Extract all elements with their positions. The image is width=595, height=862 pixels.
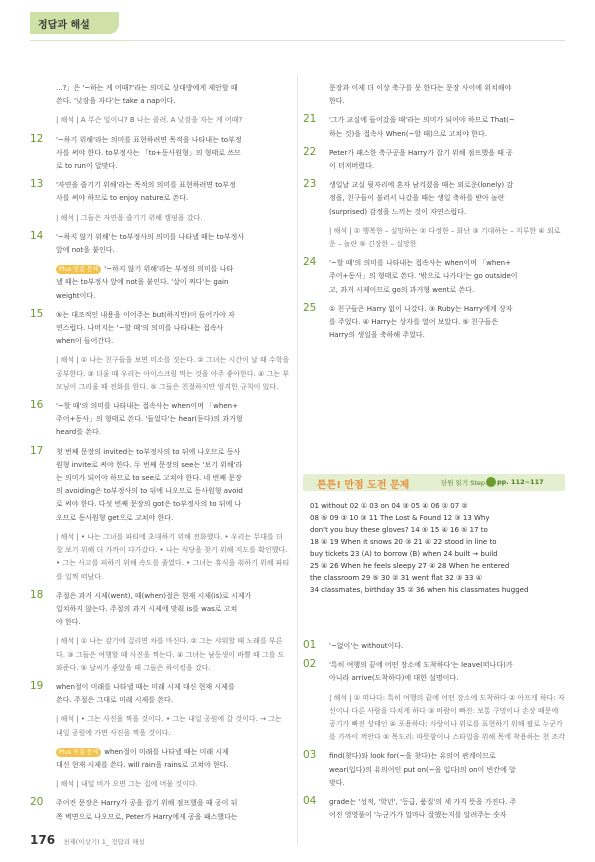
header-title: 정답과 해설: [38, 20, 90, 31]
text-line: when절이 미래를 나타낼 때는 미래 시제: [104, 747, 229, 756]
challenge-section-header: [303, 474, 565, 491]
translation-block: [30, 713, 290, 739]
answer-line: 08 ⑤ 09 ③ 10 ③ 11 The Lost & Found 12 ③ 13 Why: [310, 514, 490, 522]
text-line: '~하지 않기 위해'라는 부정의 의미를 나타: [104, 265, 234, 274]
text-line: '~하지 않기 위해'는 to부정사의 의미를 나타낼 때는 to부정사: [56, 232, 245, 241]
item-number: 02: [303, 658, 317, 671]
translation-block: [30, 212, 290, 225]
text-line: grade는 '성적, '학년', '등급, 품질'의 세 가지 뜻을 가진다. 주: [329, 798, 517, 807]
explanation-item: [303, 303, 565, 343]
text-line: find(찾다)와 look for(~을 찾다)는 유의어 관계이므로: [329, 752, 496, 761]
text-line: weight이다.: [56, 291, 96, 300]
text-line: 맞다.: [329, 778, 345, 787]
header-divider: [30, 40, 565, 41]
text-line: 주어+동사」의 형태로 쓴다. '들었다'는 hear(듣다)의 과거형: [56, 415, 243, 424]
item-number: 24: [303, 256, 317, 269]
text-line: '그가 교실에 들어갔을 때'라는 의미가 되어야 하므로 That(~: [329, 116, 515, 125]
explanation-item: [303, 257, 565, 297]
translation-block: [303, 225, 565, 251]
item-number: 16: [30, 399, 44, 412]
answer-line: 34 classmates, birthday 35 ② 36 when his classmates hugged: [310, 586, 529, 594]
translation-block: [30, 114, 290, 127]
text-line: '~없이'는 without이다.: [329, 642, 404, 650]
answer-line: 25 ④ 26 When he feels sleepy 27 ④ 28 When he entered: [310, 562, 510, 570]
text-line: 이 터져버렸다.: [329, 162, 375, 171]
text-line: 사를 써야 한다. to부정사는 「to+동사원형」의 형태로 쓰므: [56, 148, 241, 157]
item-number: 15: [30, 307, 44, 320]
item-number: 13: [30, 178, 44, 191]
section-header-tab: [30, 12, 119, 34]
text-line: 고, 과거 시제이므로 go의 과거형 went로 쓴다.: [329, 285, 475, 294]
column-divider: [297, 75, 298, 845]
translation-text: | 해석 | 내일 비가 오면 그는 집에 머물 것이다.: [56, 780, 198, 789]
text-line: 정을, 친구들이 불러서 나갔을 때는 생일 축하를 받아 놀란: [329, 194, 505, 203]
text-line: ⑤는 대조적인 내용을 이어주는 but(하지만)이 들어가야 자: [56, 310, 235, 319]
text-line: 아니라 arrive(도착하다)에 대한 설명이다.: [329, 674, 459, 683]
item-number: 19: [30, 679, 44, 692]
text-line: 생일날 교실 뒷자리에 혼자 남겨졌을 때는 외로운(lonely) 감: [329, 181, 514, 190]
text-line: wear(입다)의 유의어인 put on(~을 입다)의 on이 빈칸에 알: [329, 765, 516, 774]
text-line: 야 한다.: [56, 618, 81, 627]
answer-line: buy tickets 23 (A) to borrow (B) when 24 built → build: [310, 550, 498, 558]
translation-text: | 해석 | ① 떠나다: 특히 여행의 끝에 어떤 장소에 도착하다 ② 아프게 하다: 자신이나 다른 사람을 다치게 하다 ③ 바람이 빠진: 보통 구멍이나 손상 때문에 공기가 빠진 상태인 ④ 포용하다: 사랑이나 위로를 표현하기 위해 팔로 누군가를 가까이 껴안다 ⑤ 목도리: 따뜻함이나 스타일을 위해 목에 착용하는 천 조각: [329, 693, 565, 742]
text-line: 를 주었다. ④ Harry는 상자를 열어 보았다. ⑤ 친구들은: [329, 318, 499, 327]
text-line: '~하기 위해'라는 의미를 표현하려면 목적을 나타내는 to부정: [56, 135, 242, 144]
right-column: [303, 82, 565, 348]
translation-text: | 해석 | ① 나는 친구들을 보면 미소를 짓는다. ② 그녀는 시간이 날 때 수학을 공부한다. ③ 더울 때 우리는 아이스크림 먹는 것을 아주 좋아한다. ④ 그는 부모님이 그리울 때 전화를 한다. ⑤ 그들은 친절하지만 엄격한 규칙이 있다.: [56, 356, 290, 391]
text-line: when이 들어간다.: [56, 337, 114, 346]
item-number: 22: [303, 145, 317, 158]
explanation-text: [303, 82, 565, 108]
explanation-item: [30, 309, 290, 349]
translation-block: [30, 531, 290, 584]
item-number: 20: [30, 796, 44, 809]
text-line: 주어+동사」의 형태로 쓴다. '밖으로 나가다'는 go outside이: [329, 272, 518, 281]
explanation-item: [303, 750, 565, 790]
plus-badge: Plus 연결 문제: [56, 265, 101, 274]
answer-line: the classroom 29 ⑤ 30 ② 31 went flat 32 ③ 33 ④: [310, 574, 482, 582]
item-number: 18: [30, 588, 44, 601]
explanation-item: [30, 231, 290, 257]
text-line: '특히 여행의 끝에 어떤 장소에 도착하다'는 leave(떠나다)가: [329, 661, 513, 670]
item-number: 04: [303, 795, 317, 808]
section-title: 튼튼! 만점 도전 문제: [317, 480, 410, 491]
answer-line: don't you buy these gloves? 14 ⑤ 15 ④ 16 ⑤ 17 to: [310, 526, 488, 534]
section-pages: pp. 112~117: [497, 478, 544, 486]
explanation-text: [30, 263, 290, 303]
explanation-item: [303, 114, 565, 140]
explanation-item: [303, 796, 565, 822]
explanation-item: [30, 134, 290, 174]
text-line: 문장과 이제 더 이상 축구를 못 한다는 문장 사이에 위치해야: [329, 84, 512, 92]
translation-text: | 해석 | 그들은 자연을 즐기기 위해 캠핑을 갔다.: [56, 213, 203, 222]
explanation-item: [30, 446, 290, 525]
text-line: 대신 현재 시제를 쓴다. will rain을 rains로 고쳐야 한다.: [56, 760, 229, 769]
explanation-item: [30, 797, 290, 823]
text-line: 는 의미가 되어야 하므로 to see로 고쳐야 한다. 네 번째 문장: [56, 474, 242, 483]
text-line: 쓴다. 주절은 그대로 미래 시제를 쓴다.: [56, 696, 174, 705]
book-title: 천재(이상기) 1_ 정답과 해설: [63, 838, 145, 846]
section-unit: 단원 읽기 Step: [441, 479, 486, 487]
text-line: Peter가 패스한 축구공을 Harry가 잡기 위해 점프했을 때 공: [329, 148, 513, 157]
explanation-item: [30, 590, 290, 630]
item-number: 12: [30, 132, 44, 145]
item-number: 01: [303, 639, 317, 651]
translation-text: | 해석 | A 무슨 일이니? B 나는 졸려. A 낮잠을 자는 게 어때?: [56, 116, 243, 125]
item-number: 17: [30, 444, 44, 457]
explanation-item: [30, 681, 290, 707]
item-number: 25: [303, 301, 317, 314]
text-line: 쓴다. '낮잠을 자다'는 take a nap이다.: [56, 97, 176, 106]
text-line: 앞에 not을 붙인다.: [56, 246, 115, 255]
right-column-lower: [303, 640, 565, 828]
text-line: '자연을 즐기기 위해'라는 목적의 의미를 표현하려면 to부정: [56, 181, 236, 190]
text-line: Harry의 생일을 축하해 주었다.: [329, 331, 425, 340]
answer-line: 18 ④ 19 When it snows 20 ③ 21 ④ 22 stood in line to: [310, 538, 497, 546]
text-line: 사를 써야 하므로 to enjoy nature로 쓴다.: [56, 194, 189, 203]
text-line: 의 avoiding은 to부정사의 to 뒤에 나오므로 동사원형 avoid: [56, 487, 243, 496]
text-line: 한다.: [329, 97, 345, 106]
translation-block: [30, 635, 290, 675]
explanation-item: [30, 400, 290, 440]
plus-badge: Plus 연결 문제: [56, 748, 101, 757]
text-line: '~할 때'의 의미를 나타내는 접속사는 when이며 「when+: [56, 402, 238, 411]
text-line: 낼 때는 to부정사 앞에 not을 붙인다. '살이 찌다'는 gain: [56, 278, 229, 287]
text-line: 주어진 문장은 Harry가 공을 잡기 위해 점프했을 때 공이 뒤: [56, 799, 238, 808]
explanation-item: [303, 179, 565, 219]
text-line: 원형 invite로 써야 한다. 두 번째 문장의 see는 '보기 위해'라: [56, 460, 243, 469]
item-number: 21: [303, 113, 317, 126]
item-number: 14: [30, 229, 44, 242]
explanation-text: [30, 82, 290, 108]
text-line: 첫 번째 문장의 invited는 to부정사의 to 뒤에 나오므로 동사: [56, 447, 241, 456]
text-line: '~할 때'의 의미를 나타내는 접속사는 when이며 「when+: [329, 259, 511, 268]
page-footer: [30, 833, 145, 847]
text-line: 쪽 벽면으로 나오므로, Peter가 Harry에게 공을 패스했다는: [56, 812, 238, 821]
translation-text: | 해석 | ① 행복한 – 실망하는 ② 다정한 – 화난 ③ 기대하는 – 지루한 ④ 외로운 – 놀란 ⑤ 긴장한 – 실망한: [329, 226, 561, 249]
answer-line: 01 without 02 ① 03 on 04 ③ 05 ④ 06 ② 07 ②: [310, 502, 468, 510]
translation-block: [30, 778, 290, 791]
text-line: 로 to run이 알맞다.: [56, 162, 118, 171]
answer-key: [310, 500, 565, 596]
translation-block: [30, 354, 290, 394]
text-line: 주절은 과거 시제(went), 때(when)절은 현재 시제(is)로 시제가: [56, 591, 252, 600]
text-line: 일치하지 않는다. 주절의 과거 시제에 맞춰 is를 was로 고쳐: [56, 604, 238, 613]
item-number: 03: [303, 749, 317, 762]
explanation-item: [30, 179, 290, 205]
text-line: when절이 미래를 나타낼 때는 미래 시제 대신 현재 시제를: [56, 682, 235, 691]
item-number: 23: [303, 178, 317, 191]
text-line: ...?」은 '~하는 게 어때?'라는 의미로 상대방에게 제안할 때: [56, 84, 238, 92]
explanation-item: [303, 640, 565, 653]
text-line: 어진 영영풀이 '누군가가 얼마나 잘했는지를 알려주는 숫자: [329, 811, 507, 820]
explanation-item: [303, 147, 565, 173]
left-column: [30, 82, 290, 830]
text-line: 하는 것)을 접속사 When(~할 때)으로 고쳐야 한다.: [329, 129, 487, 138]
text-line: (surprised) 감정을 느끼는 것이 자연스럽다.: [329, 207, 467, 216]
text-line: heard를 쓴다.: [56, 428, 101, 437]
text-line: 오므로 동사원형 get으로 고쳐야 한다.: [56, 513, 174, 522]
translation-text: | 해석 | • 나는 그녀를 파티에 초대하기 위해 전화했다. • 우리는 무대를 더 잘 보기 위해 더 가까이 다가갔다. • 나는 식당을 찾기 위해 지도를 확인했다. • 그는 사고를 피하기 위해 속도를 줄였다. • 그녀는 휴식을 취하기 위해 파티를 일찍 떠났다.: [56, 532, 290, 581]
text-line: ① 친구들은 Harry 없이 나갔다. ③ Ruby는 Harry에게 상자: [329, 304, 513, 313]
page-number: 176: [30, 833, 56, 847]
translation-text: | 해석 | • 그는 사진을 찍을 것이다. • 그는 내일 공원에 갈 것이다. → 그는 내일 공원에 가면 사진을 찍을 것이다.: [56, 715, 282, 737]
translation-text: | 해석 | ① 나는 감기에 걸리면 차를 마신다. ② 그는 샤워할 때 노래를 부른다. ③ 그들은 여행할 때 사진을 찍는다. ④ 그녀는 남동생이 바쁠 때 그를 도와준다. ⑤ 날씨가 좋았을 때 그들은 하이킹을 갔다.: [56, 637, 285, 672]
text-line: 연스럽다. 나머지는 '~할 때'의 의미를 나타내는 접속사: [56, 324, 224, 333]
translation-block: [303, 692, 565, 745]
explanation-text: [30, 746, 290, 772]
step-dot-icon: [486, 477, 496, 487]
text-line: 로 써야 한다. 다섯 번째 문장의 got은 to부정사의 to 뒤에 나: [56, 500, 242, 509]
explanation-item: [303, 659, 565, 685]
